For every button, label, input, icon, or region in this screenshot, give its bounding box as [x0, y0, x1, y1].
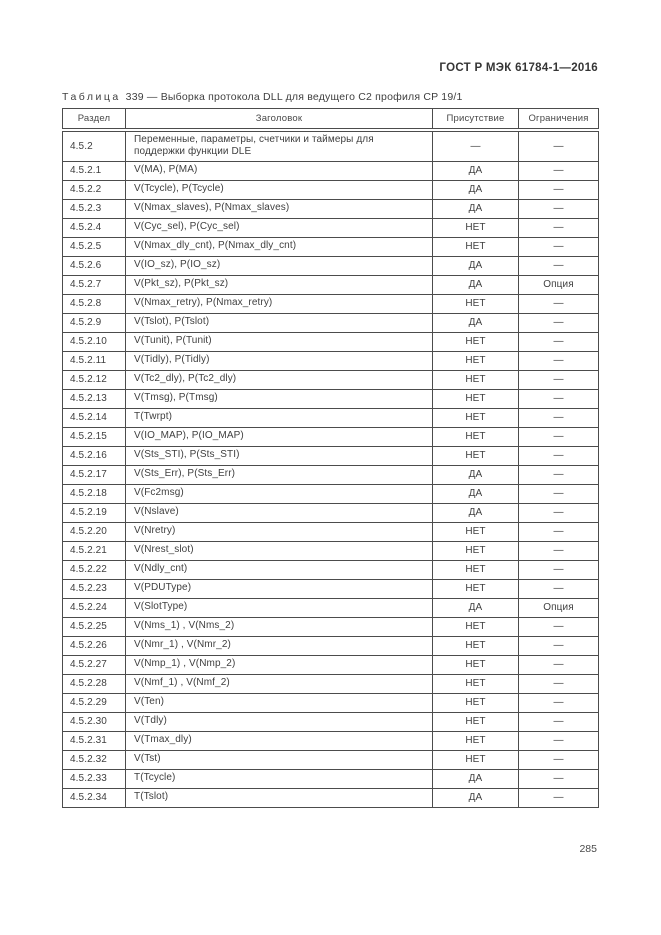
table-row [63, 693, 599, 712]
cell-restrictions: — [519, 446, 599, 465]
cell-restrictions: — [519, 731, 599, 750]
column-header-presence: Присутствие [433, 109, 519, 130]
cell-presence: ДА [433, 256, 519, 275]
cell-presence: НЕТ [433, 389, 519, 408]
table-row [63, 199, 599, 218]
cell-section: 4.5.2.18 [63, 484, 126, 503]
column-header-section: Раздел [63, 109, 126, 130]
cell-heading: V(PDUType) [126, 579, 433, 598]
cell-section: 4.5.2.9 [63, 313, 126, 332]
table-row [63, 788, 599, 807]
cell-heading: V(Sts_Err), P(Sts_Err) [126, 465, 433, 484]
cell-presence: — [433, 130, 519, 162]
cell-section: 4.5.2.8 [63, 294, 126, 313]
cell-section: 4.5.2.10 [63, 332, 126, 351]
cell-heading: T(Tslot) [126, 788, 433, 807]
cell-section: 4.5.2.21 [63, 541, 126, 560]
cell-restrictions: — [519, 636, 599, 655]
cell-heading: V(MA), P(MA) [126, 161, 433, 180]
cell-heading: V(Tunit), P(Tunit) [126, 332, 433, 351]
cell-heading: V(Nrest_slot) [126, 541, 433, 560]
cell-presence: НЕТ [433, 294, 519, 313]
cell-presence: НЕТ [433, 636, 519, 655]
cell-heading: V(IO_MAP), P(IO_MAP) [126, 427, 433, 446]
dll-protocol-selection-table [62, 108, 599, 808]
cell-restrictions: Опция [519, 598, 599, 617]
cell-restrictions: — [519, 370, 599, 389]
cell-presence: НЕТ [433, 674, 519, 693]
table-row [63, 636, 599, 655]
cell-heading: V(Fc2msg) [126, 484, 433, 503]
cell-heading: V(IO_sz), P(IO_sz) [126, 256, 433, 275]
cell-presence: ДА [433, 503, 519, 522]
cell-heading: V(Tslot), P(Tslot) [126, 313, 433, 332]
cell-section: 4.5.2.11 [63, 351, 126, 370]
table-row [63, 275, 599, 294]
cell-section: 4.5.2.19 [63, 503, 126, 522]
page-number: 285 [579, 843, 597, 855]
cell-restrictions: — [519, 313, 599, 332]
cell-section: 4.5.2.31 [63, 731, 126, 750]
table-row [63, 674, 599, 693]
cell-restrictions: — [519, 769, 599, 788]
cell-heading: V(Sts_STI), P(Sts_STI) [126, 446, 433, 465]
cell-heading: Переменные, параметры, счетчики и таймеры для поддержки функции DLE [126, 130, 433, 162]
cell-presence: НЕТ [433, 237, 519, 256]
cell-section: 4.5.2.30 [63, 712, 126, 731]
cell-section: 4.5.2.3 [63, 199, 126, 218]
table-row [63, 294, 599, 313]
cell-section: 4.5.2.22 [63, 560, 126, 579]
cell-section: 4.5.2.16 [63, 446, 126, 465]
cell-restrictions: — [519, 332, 599, 351]
table-row [63, 427, 599, 446]
table-caption-word: Таблица [62, 91, 121, 103]
cell-restrictions: — [519, 674, 599, 693]
cell-section: 4.5.2.29 [63, 693, 126, 712]
cell-presence: НЕТ [433, 427, 519, 446]
cell-section: 4.5.2.2 [63, 180, 126, 199]
cell-heading: V(Tmax_dly) [126, 731, 433, 750]
cell-presence: ДА [433, 275, 519, 294]
column-header-heading: Заголовок [126, 109, 433, 130]
cell-heading: V(Tidly), P(Tidly) [126, 351, 433, 370]
cell-restrictions: — [519, 560, 599, 579]
table-row [63, 370, 599, 389]
table-row [63, 522, 599, 541]
table-row [63, 180, 599, 199]
cell-presence: ДА [433, 788, 519, 807]
table-header-row [63, 109, 599, 130]
table-row [63, 598, 599, 617]
cell-presence: НЕТ [433, 541, 519, 560]
cell-section: 4.5.2.4 [63, 218, 126, 237]
cell-heading: V(Nslave) [126, 503, 433, 522]
cell-presence: НЕТ [433, 408, 519, 427]
table-caption-text: 339 — Выборка протокола DLL для ведущего C2 профиля CP 19/1 [125, 91, 463, 103]
cell-section: 4.5.2.12 [63, 370, 126, 389]
cell-restrictions: — [519, 180, 599, 199]
cell-restrictions: — [519, 522, 599, 541]
cell-presence: НЕТ [433, 731, 519, 750]
cell-section: 4.5.2.24 [63, 598, 126, 617]
cell-section: 4.5.2 [63, 130, 126, 162]
table-row [63, 408, 599, 427]
table-row [63, 655, 599, 674]
cell-restrictions: — [519, 617, 599, 636]
table-body [63, 130, 599, 808]
cell-presence: НЕТ [433, 712, 519, 731]
cell-section: 4.5.2.14 [63, 408, 126, 427]
cell-restrictions: — [519, 579, 599, 598]
table-row [63, 484, 599, 503]
table-row [63, 731, 599, 750]
cell-restrictions: Опция [519, 275, 599, 294]
cell-heading: V(Nretry) [126, 522, 433, 541]
cell-restrictions: — [519, 465, 599, 484]
table-row [63, 161, 599, 180]
cell-heading: V(Nmax_slaves), P(Nmax_slaves) [126, 199, 433, 218]
cell-section: 4.5.2.13 [63, 389, 126, 408]
cell-presence: НЕТ [433, 218, 519, 237]
cell-section: 4.5.2.20 [63, 522, 126, 541]
cell-heading: V(Tcycle), P(Tcycle) [126, 180, 433, 199]
cell-section: 4.5.2.15 [63, 427, 126, 446]
table-row [63, 446, 599, 465]
cell-presence: ДА [433, 465, 519, 484]
cell-section: 4.5.2.1 [63, 161, 126, 180]
cell-restrictions: — [519, 484, 599, 503]
cell-restrictions: — [519, 389, 599, 408]
cell-section: 4.5.2.7 [63, 275, 126, 294]
cell-presence: НЕТ [433, 522, 519, 541]
cell-heading: V(SlotType) [126, 598, 433, 617]
cell-section: 4.5.2.33 [63, 769, 126, 788]
cell-heading: V(Tst) [126, 750, 433, 769]
cell-heading: V(Nmr_1) , V(Nmr_2) [126, 636, 433, 655]
cell-restrictions: — [519, 237, 599, 256]
table-row [63, 389, 599, 408]
cell-presence: ДА [433, 180, 519, 199]
cell-restrictions: — [519, 541, 599, 560]
cell-restrictions: — [519, 788, 599, 807]
cell-heading: V(Pkt_sz), P(Pkt_sz) [126, 275, 433, 294]
cell-heading: V(Cyc_sel), P(Cyc_sel) [126, 218, 433, 237]
table-caption [62, 91, 463, 103]
cell-presence: ДА [433, 161, 519, 180]
cell-presence: НЕТ [433, 579, 519, 598]
cell-restrictions: — [519, 351, 599, 370]
cell-section: 4.5.2.28 [63, 674, 126, 693]
table-row [63, 541, 599, 560]
cell-presence: НЕТ [433, 332, 519, 351]
cell-presence: НЕТ [433, 560, 519, 579]
table-header [63, 109, 599, 130]
cell-heading: V(Nmp_1) , V(Nmp_2) [126, 655, 433, 674]
cell-presence: НЕТ [433, 446, 519, 465]
table-row [63, 617, 599, 636]
cell-restrictions: — [519, 655, 599, 674]
standard-designation: ГОСТ Р МЭК 61784-1—2016 [439, 62, 598, 74]
table-row [63, 503, 599, 522]
cell-presence: НЕТ [433, 655, 519, 674]
table-row [63, 579, 599, 598]
cell-presence: НЕТ [433, 750, 519, 769]
cell-restrictions: — [519, 218, 599, 237]
cell-heading: V(Tmsg), P(Tmsg) [126, 389, 433, 408]
cell-section: 4.5.2.34 [63, 788, 126, 807]
cell-heading: V(Nms_1) , V(Nms_2) [126, 617, 433, 636]
table-row [63, 769, 599, 788]
table-row [63, 313, 599, 332]
table-row [63, 256, 599, 275]
column-header-restrictions: Ограничения [519, 109, 599, 130]
table-row [63, 712, 599, 731]
cell-presence: НЕТ [433, 370, 519, 389]
cell-section: 4.5.2.6 [63, 256, 126, 275]
cell-presence: НЕТ [433, 351, 519, 370]
cell-heading: V(Tc2_dly), P(Tc2_dly) [126, 370, 433, 389]
table-row [63, 351, 599, 370]
table-row [63, 465, 599, 484]
cell-restrictions: — [519, 750, 599, 769]
cell-presence: НЕТ [433, 617, 519, 636]
cell-presence: ДА [433, 598, 519, 617]
cell-section: 4.5.2.25 [63, 617, 126, 636]
cell-restrictions: — [519, 294, 599, 313]
cell-section: 4.5.2.26 [63, 636, 126, 655]
cell-heading: V(Nmax_dly_cnt), P(Nmax_dly_cnt) [126, 237, 433, 256]
cell-restrictions: — [519, 256, 599, 275]
cell-restrictions: — [519, 503, 599, 522]
table-row [63, 218, 599, 237]
cell-presence: ДА [433, 313, 519, 332]
cell-restrictions: — [519, 408, 599, 427]
cell-section: 4.5.2.32 [63, 750, 126, 769]
table-row [63, 332, 599, 351]
cell-presence: ДА [433, 484, 519, 503]
cell-heading: V(Ten) [126, 693, 433, 712]
cell-restrictions: — [519, 427, 599, 446]
table-row [63, 560, 599, 579]
cell-presence: НЕТ [433, 693, 519, 712]
cell-restrictions: — [519, 130, 599, 162]
cell-heading: V(Tdly) [126, 712, 433, 731]
cell-heading: T(Tcycle) [126, 769, 433, 788]
cell-heading: V(Nmax_retry), P(Nmax_retry) [126, 294, 433, 313]
cell-restrictions: — [519, 161, 599, 180]
cell-section: 4.5.2.23 [63, 579, 126, 598]
cell-section: 4.5.2.5 [63, 237, 126, 256]
cell-presence: ДА [433, 769, 519, 788]
table-row [63, 750, 599, 769]
cell-section: 4.5.2.17 [63, 465, 126, 484]
cell-heading: T(Twrpt) [126, 408, 433, 427]
table-row [63, 130, 599, 162]
cell-restrictions: — [519, 693, 599, 712]
cell-restrictions: — [519, 199, 599, 218]
cell-heading: V(Ndly_cnt) [126, 560, 433, 579]
cell-presence: ДА [433, 199, 519, 218]
cell-restrictions: — [519, 712, 599, 731]
cell-heading: V(Nmf_1) , V(Nmf_2) [126, 674, 433, 693]
cell-section: 4.5.2.27 [63, 655, 126, 674]
table-row [63, 237, 599, 256]
